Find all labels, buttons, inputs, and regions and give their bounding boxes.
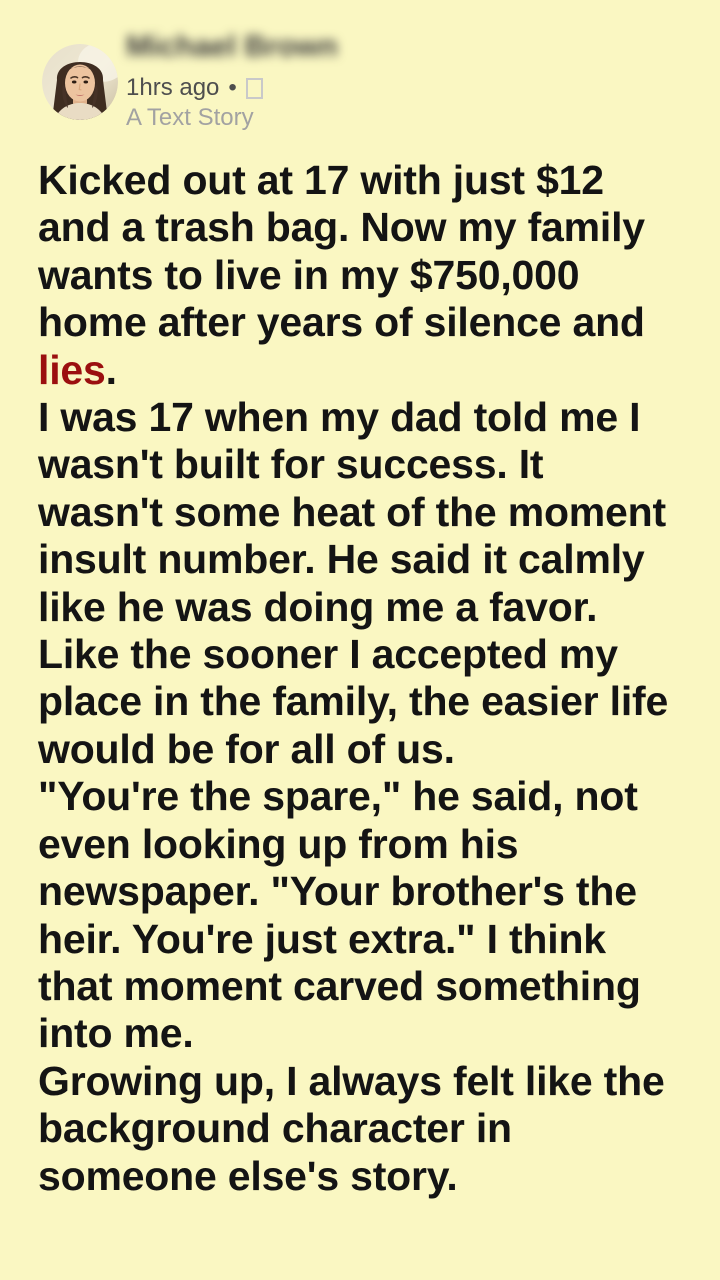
story-line: wasn't built for success. It <box>38 441 544 488</box>
highlighted-word: lies <box>38 346 106 393</box>
story-line: that moment carved something <box>38 962 641 1009</box>
story-line: into me. <box>38 1010 194 1057</box>
story-line: insult number. He said it calmly <box>38 536 645 583</box>
story-line: "You're the spare," he said, not <box>38 773 638 820</box>
story-line: I was 17 when my dad told me I <box>38 394 641 441</box>
story-line: even looking up from his <box>38 820 519 867</box>
story-line: place in the family, the easier life <box>38 678 669 725</box>
story-line: Like the sooner I accepted my <box>38 631 618 678</box>
author-name[interactable]: Michael Brown <box>126 30 338 63</box>
story-line: wasn't some heat of the moment <box>38 488 666 535</box>
story-line: wants to live in my $750,000 <box>38 251 580 298</box>
story-line: heir. You're just extra." I think <box>38 915 606 962</box>
avatar[interactable] <box>42 44 118 120</box>
story-line: lies. <box>38 346 117 393</box>
story-line: newspaper. "Your brother's the <box>38 868 637 915</box>
post-type-label: A Text Story <box>126 104 254 131</box>
story-line: and a trash bag. Now my family <box>38 204 645 251</box>
post-meta <box>126 76 338 100</box>
post-header <box>126 32 338 130</box>
story-line: background character in <box>38 1105 512 1152</box>
story-line: Growing up, I always felt like the <box>38 1057 665 1104</box>
timestamp[interactable]: 1hrs ago <box>126 74 220 101</box>
story-line: Kicked out at 17 with just $12 <box>38 157 604 203</box>
story-line: would be for all of us. <box>38 725 455 772</box>
story-line: like he was doing me a favor. <box>38 583 598 630</box>
privacy-globe-missing-glyph-icon <box>246 78 263 99</box>
separator-dot: • <box>228 74 237 101</box>
story-line: someone else's story. <box>38 1152 458 1199</box>
woman-portrait-icon <box>42 44 118 120</box>
story-line: home after years of silence and <box>38 299 645 346</box>
story-text <box>38 157 668 1200</box>
